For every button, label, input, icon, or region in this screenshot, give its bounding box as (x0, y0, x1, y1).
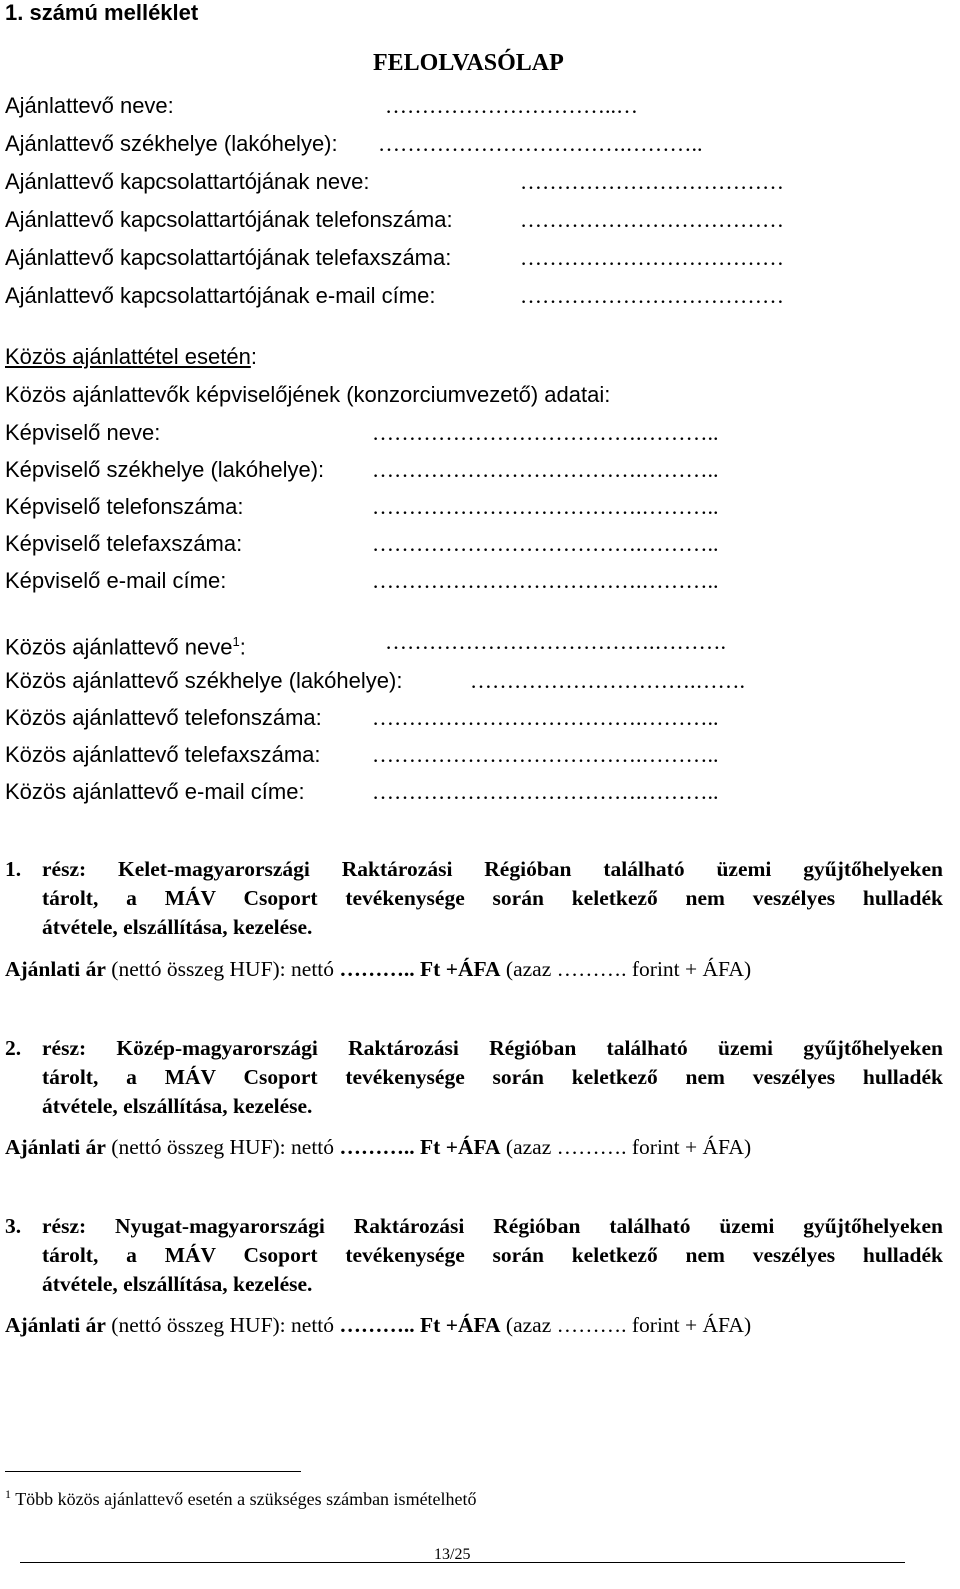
price-azaz: (azaz (505, 957, 552, 981)
price-label-detail: (nettó összeg HUF): nettó (111, 1135, 335, 1159)
member-phone-label: Közös ajánlattevő telefonszáma: (5, 705, 322, 730)
bidder-seat-label: Ajánlattevő székhelye (lakóhelye): (5, 131, 338, 156)
rep-name-label: Képviselő neve: (5, 420, 161, 445)
page-title: FELOLVASÓLAP (373, 50, 564, 76)
bidder-seat-field[interactable]: …………………………….……….. (378, 131, 703, 156)
part-text-line: tárolt, a MÁV Csoport tevékenysége során keletkező nem veszélyes hulladék (42, 886, 943, 910)
footnote-text: Több közös ajánlattevő esetén a szükséges számban ismételhető (15, 1489, 477, 1509)
member-fax-label: Közös ajánlattevő telefaxszáma: (5, 742, 321, 767)
rep-fax-field[interactable]: ……………………………….……….. (372, 531, 719, 556)
member-name-label (5, 627, 246, 662)
joint-heading (5, 342, 257, 372)
contact-email-label: Ajánlattevő kapcsolattartójának e-mail címe: (5, 283, 436, 308)
price-azaz: (azaz (505, 1135, 552, 1159)
part-number: 1. (5, 857, 22, 881)
contact-name-label: Ajánlattevő kapcsolattartójának neve: (5, 169, 370, 194)
price-net-field[interactable]: ……….. (339, 1313, 415, 1337)
footnote-ref: 1 (232, 634, 240, 649)
part-text-line: rész: Nyugat-magyarországi Raktározási Régióban található üzemi gyűjtőhelyeken (42, 1214, 943, 1238)
part-number: 3. (5, 1214, 22, 1238)
price-words-field[interactable]: ………. forint + ÁFA) (556, 957, 752, 981)
part-3-description (5, 1212, 943, 1299)
bidder-name-label: Ajánlattevő neve: (5, 93, 174, 118)
rep-seat-label: Képviselő székhelye (lakóhelye): (5, 457, 325, 482)
rep-email-label: Képviselő e-mail címe: (5, 568, 227, 593)
joint-heading-text: Közös ajánlattétel esetén (5, 344, 251, 369)
part-text-line: tárolt, a MÁV Csoport tevékenysége során keletkező nem veszélyes hulladék (42, 1243, 943, 1267)
contact-name-field[interactable]: ……………………………… (520, 169, 784, 194)
footnote-separator (5, 1471, 301, 1472)
page-number: 13/25 (434, 1546, 471, 1563)
part-number: 2. (5, 1036, 22, 1060)
bidder-name-field[interactable]: …………………………..… (385, 93, 638, 118)
price-azaz: (azaz (505, 1313, 552, 1337)
footnote-number: 1 (5, 1487, 11, 1501)
price-label: Ajánlati ár (5, 957, 106, 981)
rep-seat-field[interactable]: ……………………………….……….. (372, 457, 719, 482)
price-label-detail: (nettó összeg HUF): nettó (111, 957, 335, 981)
rep-name-field[interactable]: ……………………………….……….. (372, 420, 719, 445)
part-3-price (5, 1311, 751, 1340)
rep-heading: Közös ajánlattevők képviselőjének (konzorciumvezető) adatai: (5, 382, 611, 407)
rep-email-field[interactable]: ……………………………….……….. (372, 568, 719, 593)
contact-phone-label: Ajánlattevő kapcsolattartójának telefonszáma: (5, 207, 453, 232)
member-name-field[interactable]: ……………………………….………. (385, 629, 726, 654)
price-net-field[interactable]: ……….. (339, 957, 415, 981)
contact-email-field[interactable]: ……………………………… (520, 283, 784, 308)
member-seat-label: Közös ajánlattevő székhelye (lakóhelye): (5, 668, 403, 693)
footnote (5, 1487, 477, 1510)
member-seat-field[interactable]: ………………………….……. (470, 668, 745, 693)
rep-phone-field[interactable]: ……………………………….……….. (372, 494, 719, 519)
joint-heading-colon: : (250, 344, 257, 369)
contact-phone-field[interactable]: ……………………………… (520, 207, 784, 232)
price-currency-vat: Ft +ÁFA (420, 1135, 501, 1159)
annex-label: 1. számú melléklet (5, 0, 199, 25)
contact-fax-label: Ajánlattevő kapcsolattartójának telefaxszáma: (5, 245, 452, 270)
price-currency-vat: Ft +ÁFA (420, 1313, 501, 1337)
part-text-line: rész: Közép-magyarországi Raktározási Régióban található üzemi gyűjtőhelyeken (42, 1036, 943, 1060)
member-fax-field[interactable]: ……………………………….……….. (372, 742, 719, 767)
part-text-line: átvétele, elszállítása, kezelése. (42, 1094, 313, 1118)
rep-phone-label: Képviselő telefonszáma: (5, 494, 244, 519)
price-label: Ajánlati ár (5, 1313, 106, 1337)
part-text-line: tárolt, a MÁV Csoport tevékenysége során keletkező nem veszélyes hulladék (42, 1065, 943, 1089)
price-words-field[interactable]: ………. forint + ÁFA) (556, 1135, 752, 1159)
price-label-detail: (nettó összeg HUF): nettó (111, 1313, 335, 1337)
contact-fax-field[interactable]: ……………………………… (520, 245, 784, 270)
price-currency-vat: Ft +ÁFA (420, 957, 501, 981)
part-1-price (5, 955, 751, 984)
part-text-line: átvétele, elszállítása, kezelése. (42, 915, 313, 939)
member-name-label-text: Közös ajánlattevő neve (5, 634, 233, 660)
member-email-field[interactable]: ……………………………….……….. (372, 779, 719, 804)
member-email-label: Közös ajánlattevő e-mail címe: (5, 779, 305, 804)
part-text-line: rész: Kelet-magyarországi Raktározási Régióban található üzemi gyűjtőhelyeken (42, 857, 943, 881)
member-name-colon: : (239, 634, 246, 660)
price-label: Ajánlati ár (5, 1135, 106, 1159)
rep-fax-label: Képviselő telefaxszáma: (5, 531, 243, 556)
part-text-line: átvétele, elszállítása, kezelése. (42, 1272, 313, 1296)
price-net-field[interactable]: ……….. (339, 1135, 415, 1159)
part-2-description (5, 1034, 943, 1121)
price-words-field[interactable]: ………. forint + ÁFA) (556, 1313, 752, 1337)
part-2-price (5, 1133, 751, 1162)
member-phone-field[interactable]: ……………………………….……….. (372, 705, 719, 730)
part-1-description (5, 855, 943, 942)
